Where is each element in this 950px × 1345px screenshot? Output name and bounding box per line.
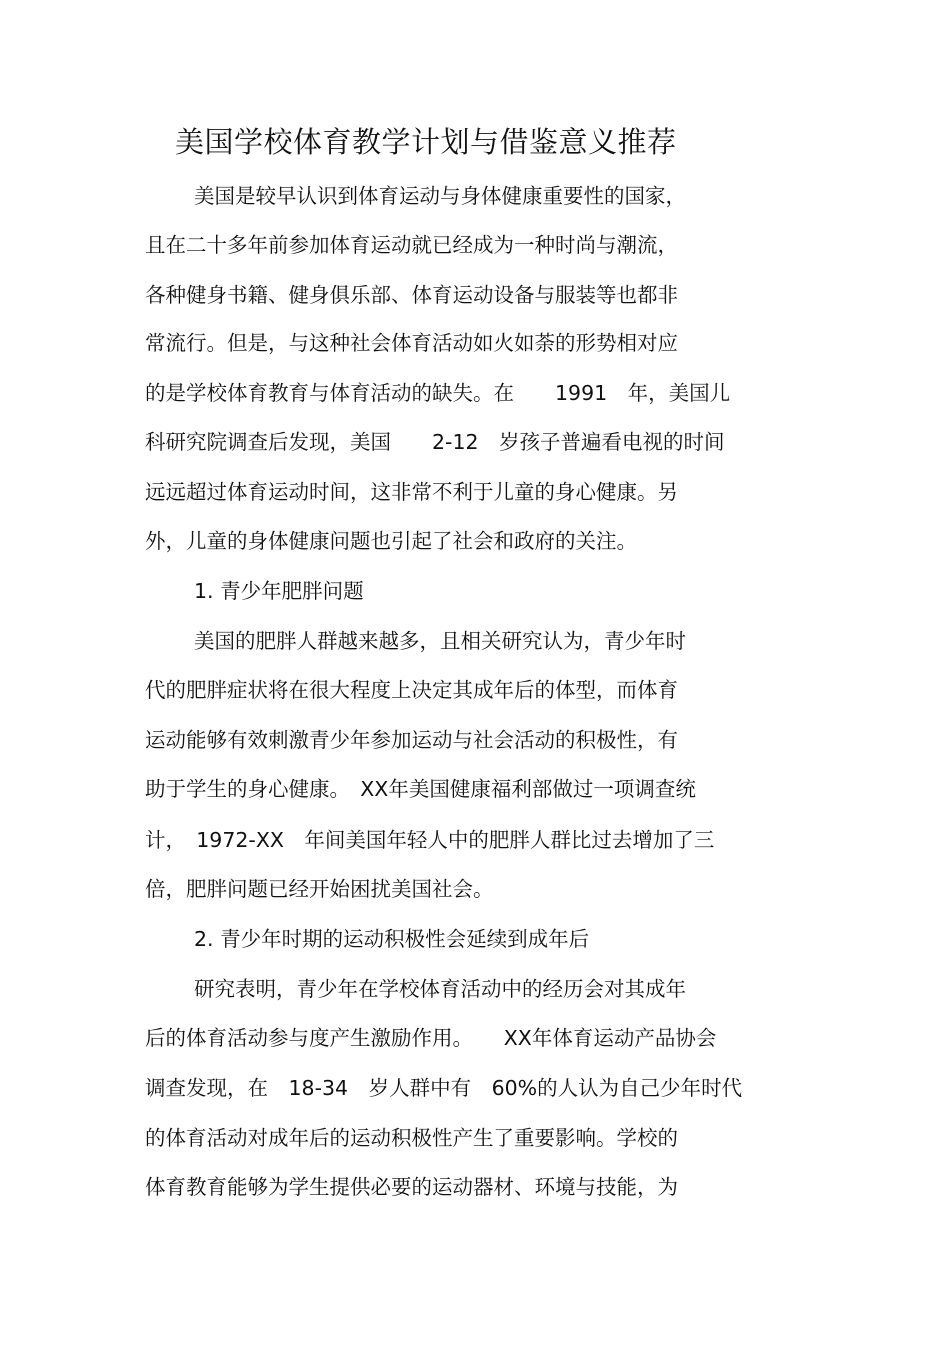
paragraph-line: 远远超过体育运动时间，这非常不利于儿童的身心健康。另 xyxy=(145,480,678,504)
paragraph-line: 的是学校体育教育与体育活动的缺失。在 1991 年，美国儿 xyxy=(145,381,731,405)
paragraph-line: 计， 1972-XX 年间美国年轻人中的肥胖人群比过去增加了三 xyxy=(145,828,715,852)
section-heading: 2. 青少年时期的运动积极性会延续到成年后 xyxy=(194,927,590,951)
paragraph-line: 助于学生的身心健康。 XX年美国健康福利部做过一项调查统 xyxy=(145,777,696,801)
paragraph-line: 后的体育活动参与度产生激励作用。 XX年体育运动产品协会 xyxy=(145,1026,717,1050)
paragraph-line: 运动能够有效刺激青少年参加运动与社会活动的积极性，有 xyxy=(145,728,678,752)
paragraph-line: 的体育活动对成年后的运动积极性产生了重要影响。学校的 xyxy=(145,1126,678,1150)
paragraph-line: 研究表明，青少年在学校体育活动中的经历会对其成年 xyxy=(194,977,686,1001)
paragraph-line: 常流行。但是，与这种社会体育活动如火如荼的形势相对应 xyxy=(145,331,678,355)
document-title: 美国学校体育教学计划与借鉴意义推荐 xyxy=(175,125,677,159)
paragraph-line: 且在二十多年前参加体育运动就已经成为一种时尚与潮流， xyxy=(145,233,678,257)
paragraph-line: 美国是较早认识到体育运动与身体健康重要性的国家， xyxy=(194,184,686,208)
paragraph-line: 外，儿童的身体健康问题也引起了社会和政府的关注。 xyxy=(145,529,637,553)
paragraph-line: 代的肥胖症状将在很大程度上决定其成年后的体型，而体育 xyxy=(145,678,678,702)
paragraph-line: 科研究院调查后发现，美国 2-12 岁孩子普遍看电视的时间 xyxy=(145,430,725,454)
paragraph-line: 调查发现，在 18-34 岁人群中有 60%的人认为自己少年时代 xyxy=(145,1076,743,1100)
paragraph-line: 美国的肥胖人群越来越多，且相关研究认为，青少年时 xyxy=(194,629,686,653)
paragraph-line: 体育教育能够为学生提供必要的运动器材、环境与技能，为 xyxy=(145,1175,678,1199)
paragraph-line: 倍，肥胖问题已经开始困扰美国社会。 xyxy=(145,877,494,901)
section-heading: 1. 青少年肥胖问题 xyxy=(194,579,364,603)
paragraph-line: 各种健身书籍、健身俱乐部、体育运动设备与服装等也都非 xyxy=(145,283,678,307)
